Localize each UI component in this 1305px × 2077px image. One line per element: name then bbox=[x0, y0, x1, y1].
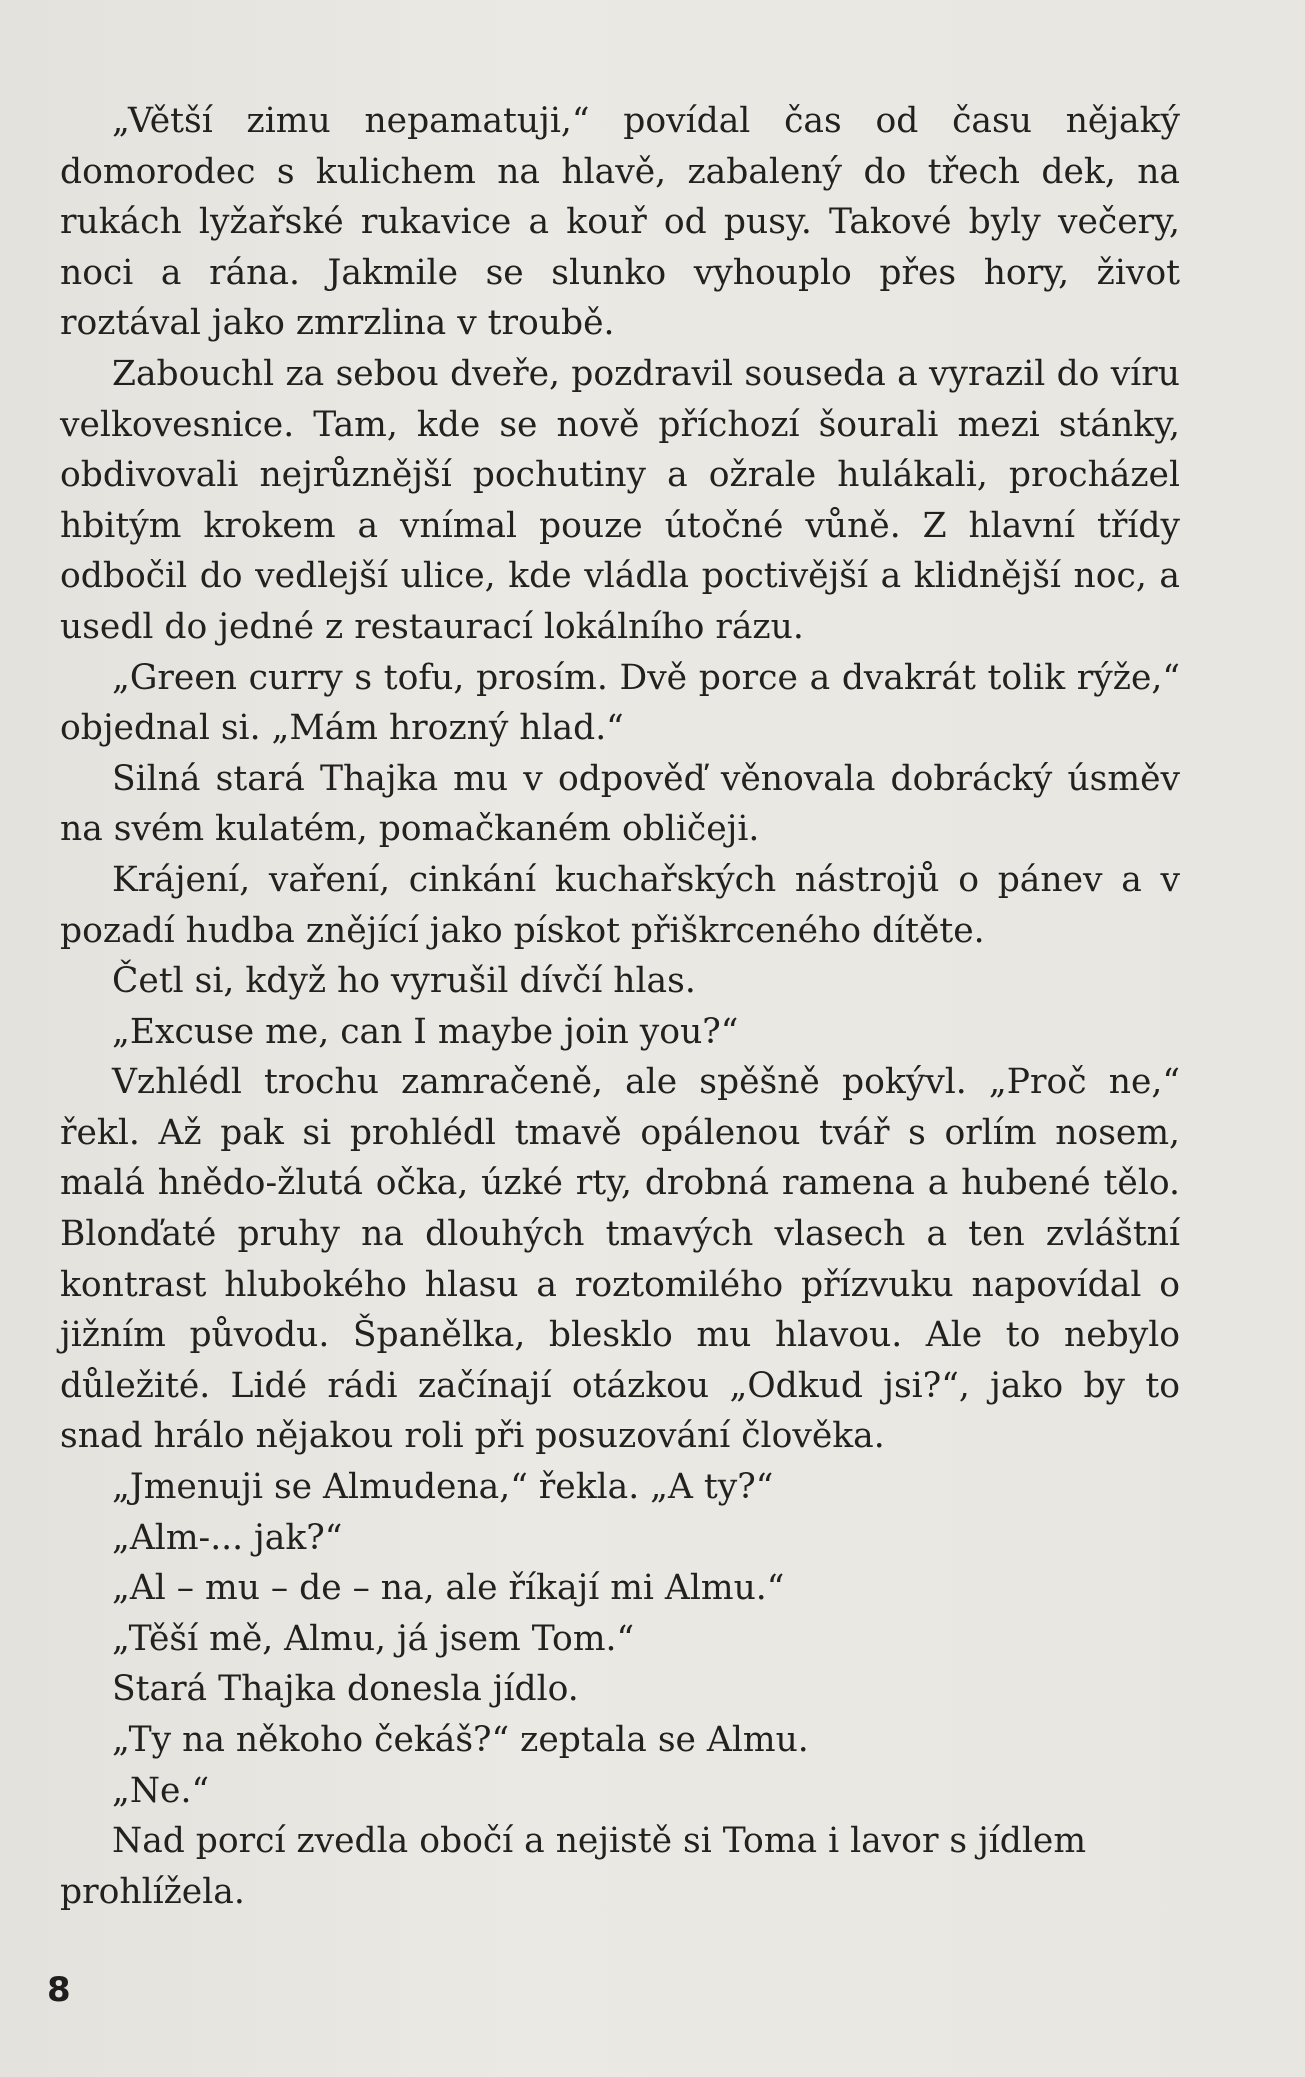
paragraph: „Al – mu – de – na, ale říkají mi Almu.“ bbox=[112, 1568, 785, 1609]
paragraph: Vzhlédl trochu zamračeně, ale spěšně pokývl. „Proč ne,“ řekl. Až pak si prohlédl tmavě opálenou tvář s orlím nosem, malá hnědo-žlutá očka, úzké rty, drobná ramena a hubené tělo. Blonďaté pruhy na dlouhých tmavých vlasech a ten zvláštní kontrast hlubokého hlasu a roztomilého přízvuku napovídal o jižním původu. Španělka, blesklo mu hlavou. Ale to nebylo důležité. Lidé rádi začínají otázkou „Odkud jsi?“, jako by to snad hrálo nějakou roli při posuzování člověka. bbox=[60, 1062, 1180, 1457]
paragraph: „Green curry s tofu, prosím. Dvě porce a dvakrát tolik rýže,“ objednal si. „Mám hrozný hlad.“ bbox=[60, 657, 1180, 749]
paragraph: „Těší mě, Almu, já jsem Tom.“ bbox=[112, 1618, 635, 1659]
paragraph: „Ty na někoho čekáš?“ zeptala se Almu. bbox=[112, 1720, 809, 1760]
paragraph: „Větší zimu nepamatuji,“ povídal čas od času nějaký domorodec s kulichem na hlavě, zabalený do třech dek, na rukách lyžařské rukavice a kouř od pusy. Takové byly večery, noci a rána. Jakmile se slunko vyhouplo přes hory, život roztával jako zmrzlina v troubě. bbox=[60, 101, 1180, 344]
paragraph: Stará Thajka donesla jídlo. bbox=[112, 1669, 579, 1710]
body-text bbox=[60, 96, 1180, 1917]
paragraph: Silná stará Thajka mu v odpověď věnovala dobrácký úsměv na svém kulatém, pomačkaném obličeji. bbox=[60, 758, 1180, 850]
page-number: 8 bbox=[47, 1970, 71, 2010]
paragraph: „Excuse me, can I maybe join you?“ bbox=[112, 1011, 739, 1052]
paragraph: Krájení, vaření, cinkání kuchařských nástrojů o pánev a v pozadí hudba znějící jako pískot přiškrceného dítěte. bbox=[60, 859, 1180, 951]
paragraph: Nad porcí zvedla obočí a nejistě si Toma i lavor s jídlem prohlížela. bbox=[60, 1821, 1087, 1912]
paragraph: „Jmenuji se Almudena,“ řekla. „A ty?“ bbox=[112, 1467, 774, 1508]
paragraph: Četl si, když ho vyrušil dívčí hlas. bbox=[112, 961, 696, 1002]
paragraph: „Alm-... jak?“ bbox=[112, 1517, 343, 1558]
paragraph: Zabouchl za sebou dveře, pozdravil souseda a vyrazil do víru velkovesnice. Tam, kde se nově příchozí šourali mezi stánky, obdivovali nejrůznější pochutiny a ožrale hulákali, procházel hbitým krokem a vnímal pouze útočné vůně. Z hlavní třídy odbočil do vedlejší ulice, kde vládla poctivější a klidnější noc, a usedl do jedné z restaurací lokálního rázu. bbox=[60, 353, 1180, 647]
paragraph: „Ne.“ bbox=[112, 1770, 210, 1811]
